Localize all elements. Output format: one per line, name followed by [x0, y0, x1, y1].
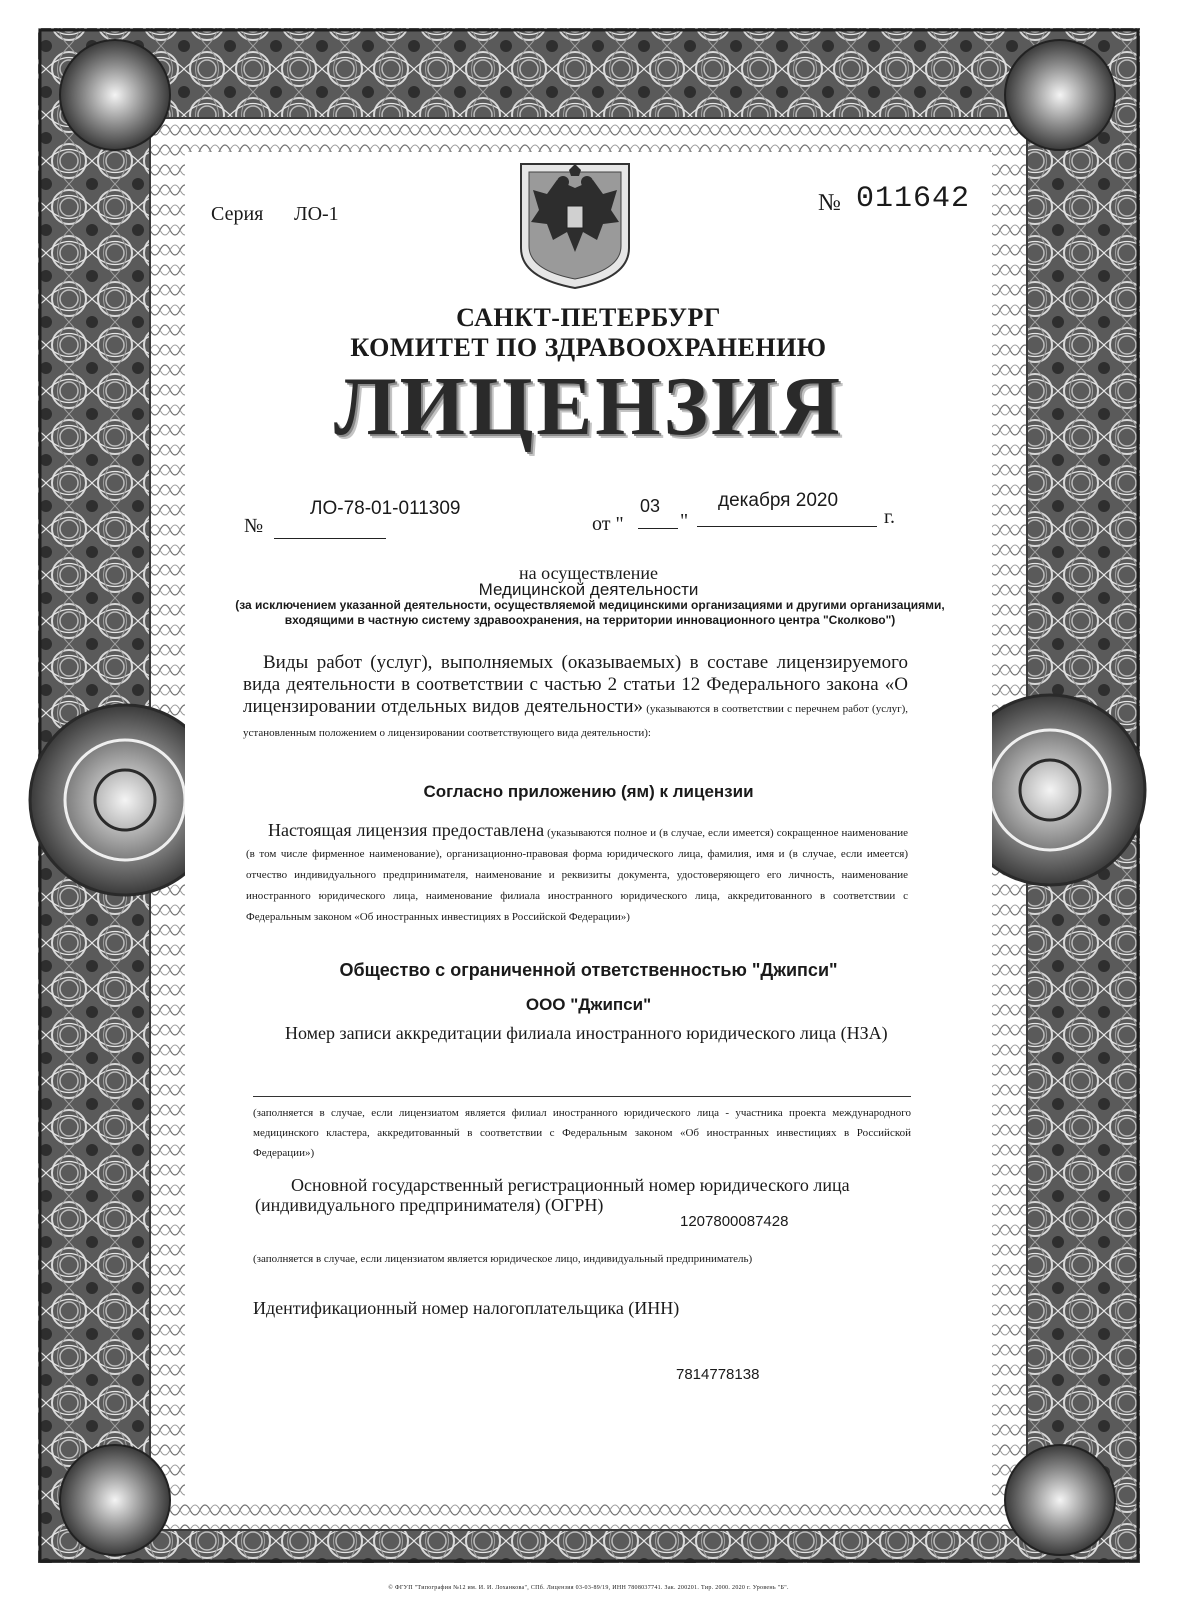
inn-label: Идентификационный номер налогоплательщика (ИНН) — [253, 1298, 680, 1318]
organization-short-name: ООО "Джипси" — [525, 995, 652, 1014]
works-main: Виды работ (услуг), выполняемых (оказываемых) в составе лицензируемого вида деятельности в соответствии с частью 2 статьи 12 Федерального закона «О лицензировании отдельных видов деятельности» — [243, 652, 908, 717]
granted-main: Настоящая лицензия предоставлена — [268, 820, 545, 840]
nza-note: (заполняется в случае, если лицензиатом является филиал иностранного юридического лица - участника проекта международного медицинского кластера, аккредитованный в соответствии с Федеральным законом «Об иностранных инвестициях в Российской Федерации») — [253, 1107, 911, 1159]
city-heading: САНКТ-ПЕТЕРБУРГ — [456, 303, 721, 332]
activity-exclusion: (за исключением указанной деятельности, осуществляемой медицинскими организациями и другими организациями, входящими в частную систему здравоохранения, на территории инновационного центра "Сколково") — [235, 598, 945, 627]
series-label: Серия — [211, 203, 264, 225]
granted-note: (указываются полное и (в случае, если имеется) сокращенное наименование (в том числе фирменное наименование), организационно-правовая форма юридического лица, фамилия, имя и (в случае, если имеется) отчество индивидуального предпринимателя, наименование и реквизиты документа, удостоверяющего его личность, наименование иностранного юридического лица, наименование филиала иностранного юридического лица, аккредитованного в соответствии с Федеральным законом «Об иностранных инвестициях в Российской Федерации») — [246, 827, 908, 923]
date-from-label: от " — [592, 513, 624, 535]
per-appendix: Согласно приложению (ям) к лицензии — [423, 782, 754, 801]
document-title: ЛИЦЕНЗИЯ — [334, 360, 843, 453]
license-number: ЛО-78-01-011309 — [310, 498, 461, 519]
date-month-year: декабря 2020 — [718, 490, 839, 511]
nza-label: Номер записи аккредитации филиала иностранного юридического лица (НЗА) — [285, 1023, 888, 1043]
nza-underline — [253, 1096, 911, 1097]
committee-heading: КОМИТЕТ ПО ЗДРАВООХРАНЕНИЮ — [350, 333, 827, 362]
blank-number: 011642 — [856, 182, 971, 216]
granted-paragraph — [246, 820, 908, 928]
date-quote-close: " — [680, 510, 689, 532]
ogrn-note: (заполняется в случае, если лицензиатом является юридическое лицо, индивидуальный предприниматель) — [253, 1253, 753, 1265]
coat-of-arms-icon — [517, 160, 633, 290]
date-day: 03 — [640, 496, 661, 516]
inn-value: 7814778138 — [676, 1366, 760, 1383]
date-month-underline — [697, 526, 877, 527]
activity-intro: на осуществление — [519, 563, 658, 583]
organization-full-name: Общество с ограниченной ответственностью "Джипси" — [339, 960, 838, 980]
blank-number-label: № — [818, 190, 841, 216]
activity-name: Медицинской деятельности — [478, 580, 699, 599]
printer-info: © ФГУП "Типография №12 им. И. И. Лоханкова", СПб. Лицензия 03-03-89/19, ИНН 7808037741. Зак. 200201. Тир. 2000. 2020 г. Уровень "Б". — [388, 1585, 789, 1591]
works-note: (указываются в соответствии с перечнем работ (услуг), установленным положением о лицензировании соответствующего вида деятельности): — [243, 703, 908, 739]
ogrn-label: Основной государственный регистрационный номер юридического лица (индивидуального предпринимателя) (ОГРН) — [255, 1175, 850, 1215]
license-number-underline — [274, 538, 386, 539]
ogrn-value: 1207800087428 — [680, 1213, 789, 1230]
works-paragraph — [243, 652, 908, 744]
license-number-label: № — [244, 515, 264, 537]
series-value: ЛО-1 — [294, 203, 339, 225]
date-day-underline — [638, 528, 678, 529]
date-year-suffix: г. — [884, 506, 895, 528]
